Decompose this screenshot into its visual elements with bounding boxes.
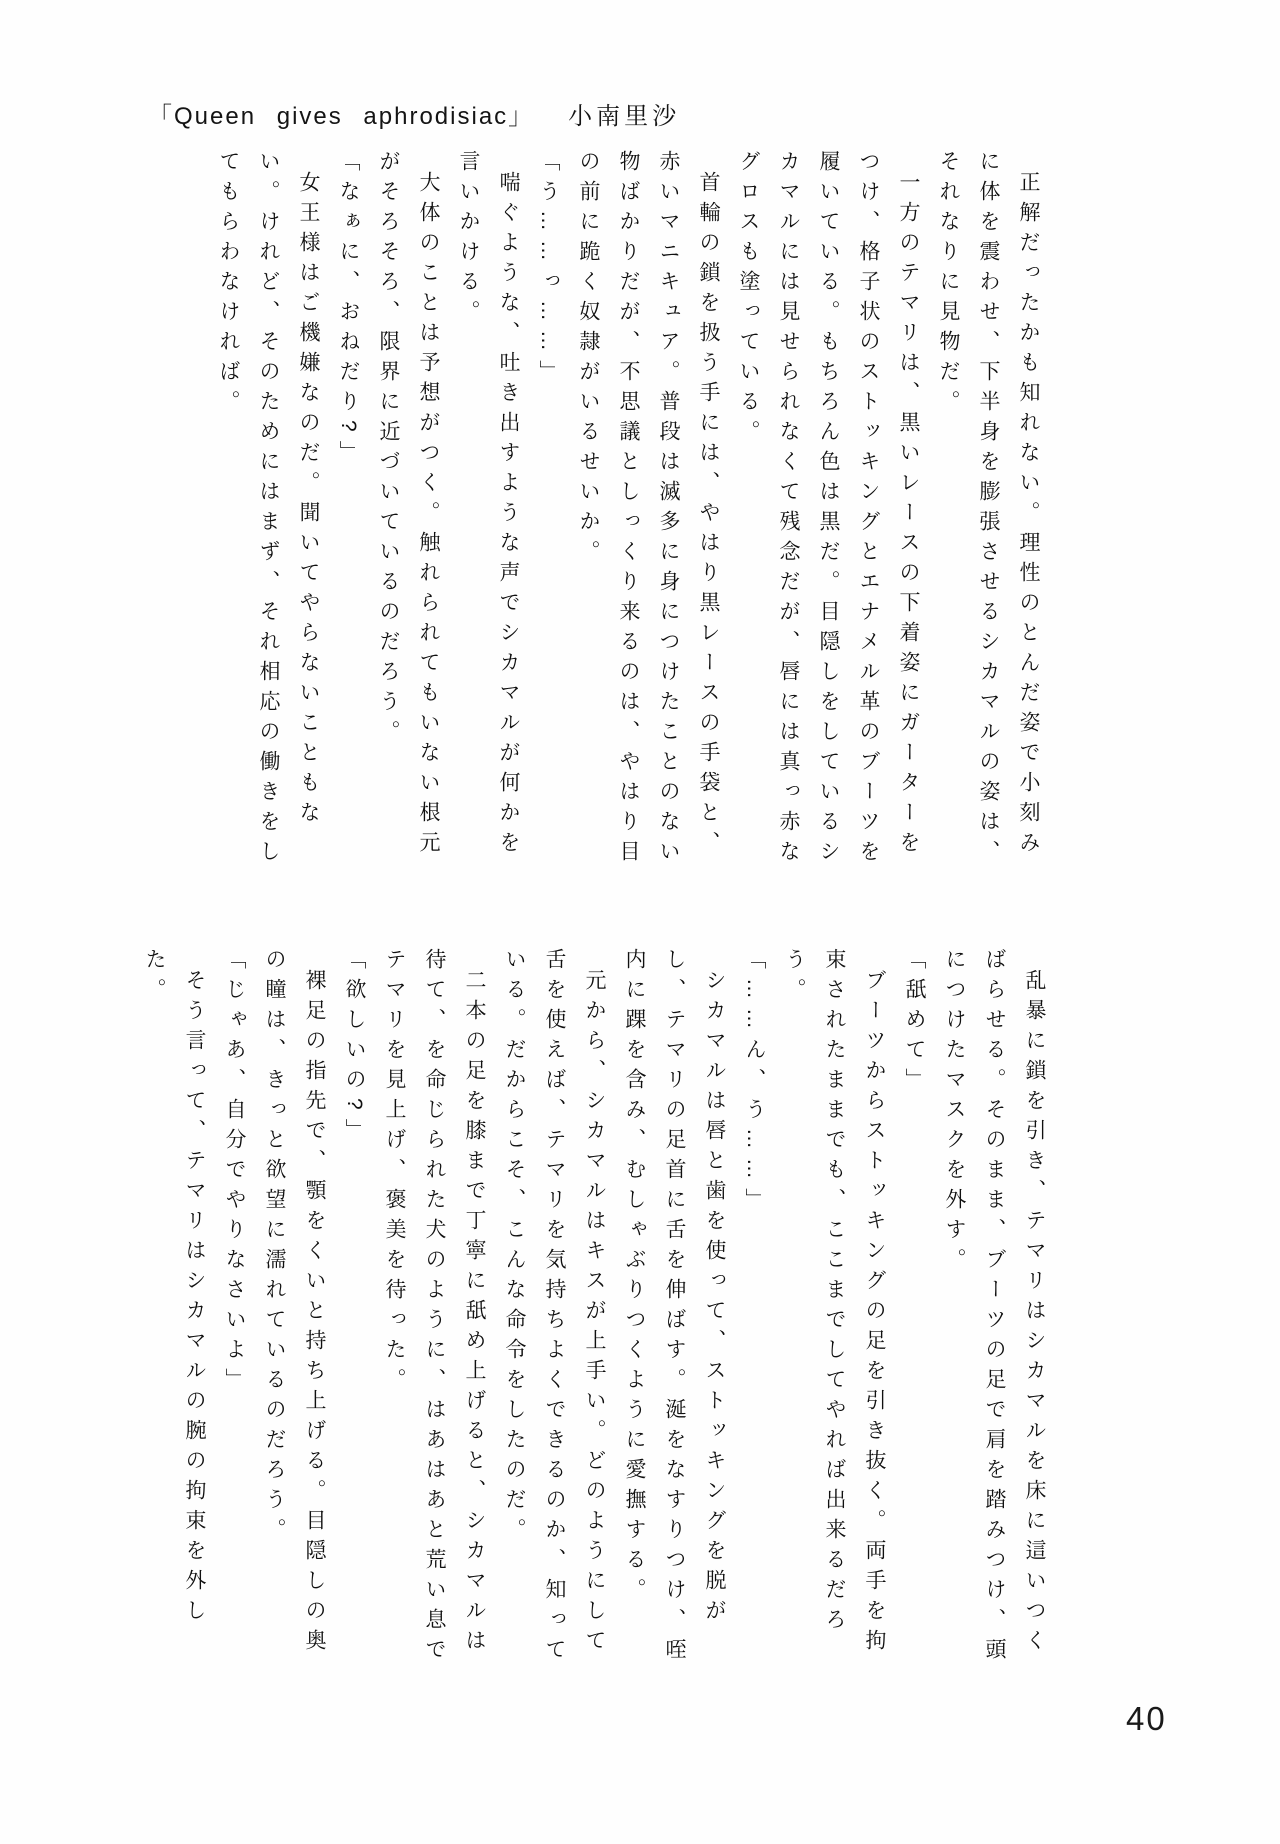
paragraph: シカマルは唇と歯を使って、ストッキングを脱がし、テマリの足首に舌を伸ばす。涎をなすりつけ、咥内に踝を含み、むしゃぶりつくように愛撫する。 xyxy=(623,948,726,1668)
story-title: 「Queen gives aphrodisiac」 xyxy=(148,103,535,130)
paragraph: 正解だったかも知れない。理性のとんだ姿で小刻みに体を震わせ、下半身を膨張させるシカマルの姿は、それなりに見物だ。 xyxy=(937,150,1040,870)
paragraph: 「舐めて」 xyxy=(903,948,926,1098)
paragraph: 一方のテマリは、黒いレースの下着姿にガーターをつけ、格子状のストッキングとエナメル革のブーツを履いている。もちろん色は黒だ。目隠しをしているシカマルには見せられなくて残念だが、唇には真っ赤なグロスも塗っている。 xyxy=(737,150,920,870)
paragraph: 乱暴に鎖を引き、テマリはシカマルを床に這いつくばらせる。そのまま、ブーツの足で肩を踏みつけ、頭につけたマスクを外す。 xyxy=(943,948,1046,1668)
header-line xyxy=(148,96,680,131)
paragraph: そう言って、テマリはシカマルの腕の拘束を外した。 xyxy=(143,948,206,1629)
paragraph: 「なぁに、おねだり?」 xyxy=(337,150,360,471)
text-block-top xyxy=(208,150,1048,890)
paragraph: 女王様はご機嫌なのだ。聞いてやらないこともない。けれど、そのためにはまず、それ相応の働きをしてもらわなければ。 xyxy=(217,150,320,870)
paragraph: 元から、シカマルはキスが上手い。どのようにして舌を使えば、テマリを気持ちよくできるのか、知っている。だからこそ、こんな命令をしたのだ。 xyxy=(503,948,606,1668)
paragraph: 「う……っ……」 xyxy=(537,150,560,390)
paragraph: 喘ぐような、吐き出すような声でシカマルが何かを言いかける。 xyxy=(457,150,520,861)
paragraph: ブーツからストッキングの足を引き抜く。両手を拘束されたままでも、ここまでしてやれば出来るだろう。 xyxy=(783,948,886,1659)
paragraph: 大体のことは予想がつく。触れられてもいない根元がそろそろ、限界に近づいているのだろう。 xyxy=(377,150,440,861)
story-author: 小南里沙 xyxy=(568,103,681,130)
page-number: 40 xyxy=(1126,1700,1167,1737)
paragraph: 「じゃあ、自分でやりなさいよ」 xyxy=(223,948,246,1398)
paragraph: 「欲しいの?」 xyxy=(343,948,366,1149)
paragraph: 二本の足を膝まで丁寧に舐め上げると、シカマルは待て、を命じられた犬のように、はあはあと荒い息でテマリを見上げ、褒美を待った。 xyxy=(383,948,486,1668)
text-block-bottom xyxy=(134,948,1054,1688)
paragraph: 首輪の鎖を扱う手には、やはり黒レースの手袋と、赤いマニキュア。普段は滅多に身につけたことのない物ばかりだが、不思議としっくり来るのは、やはり目の前に跪く奴隷がいるせいか。 xyxy=(577,150,720,870)
paragraph: 裸足の指先で、顎をくいと持ち上げる。目隠しの奥の瞳は、きっと欲望に濡れているのだろう。 xyxy=(263,948,326,1659)
paragraph: 「……ん、う……」 xyxy=(743,948,766,1218)
